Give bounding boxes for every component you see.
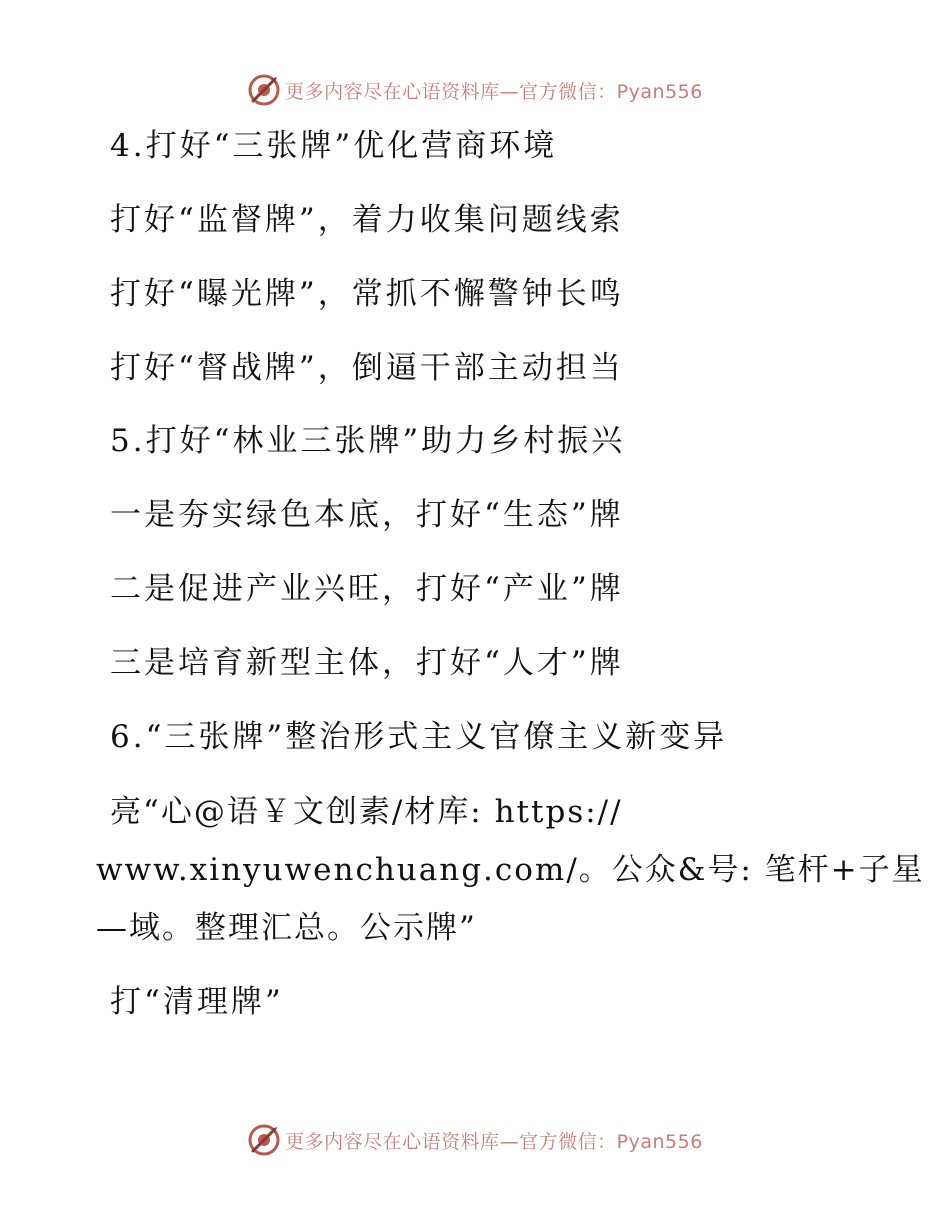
header-watermark [0,70,950,110]
text-line: 打“清理牌” [110,984,284,1020]
paragraph-line: www.xinyuwenchuang.com/。公众&号: 笔杆+子星 [96,852,925,888]
source-paragraph [96,783,925,957]
watermark-text: 更多内容尽在心语资料库—官方微信：Pyan556 [285,80,703,103]
heading-4: 4.打好“三张牌”优化营商环境 [110,128,558,164]
text-line: 二是促进产业兴旺，打好“产业”牌 [110,571,624,607]
paragraph-line: 亮“心@语￥文创素/材库: https:// [110,794,623,830]
heading-6: 6.“三张牌”整治形式主义官僚主义新变异 [110,719,728,755]
text-line: 三是培育新型主体，打好“人才”牌 [110,645,624,681]
text-line: 打好“监督牌”，着力收集问题线索 [110,202,624,238]
footer-watermark [0,1120,950,1160]
text-line: 打好“督战牌”，倒逼干部主动担当 [110,350,624,386]
paragraph-line: —域。整理汇总。公示牌” [96,910,477,946]
brand-logo-icon [247,1123,281,1157]
watermark-text: 更多内容尽在心语资料库—官方微信：Pyan556 [285,1130,703,1153]
brand-logo-icon [247,73,281,107]
text-line: 一是夯实绿色本底，打好“生态”牌 [110,497,624,533]
text-line: 打好“曝光牌”，常抓不懈警钟长鸣 [110,276,624,312]
heading-5: 5.打好“林业三张牌”助力乡村振兴 [110,423,626,459]
